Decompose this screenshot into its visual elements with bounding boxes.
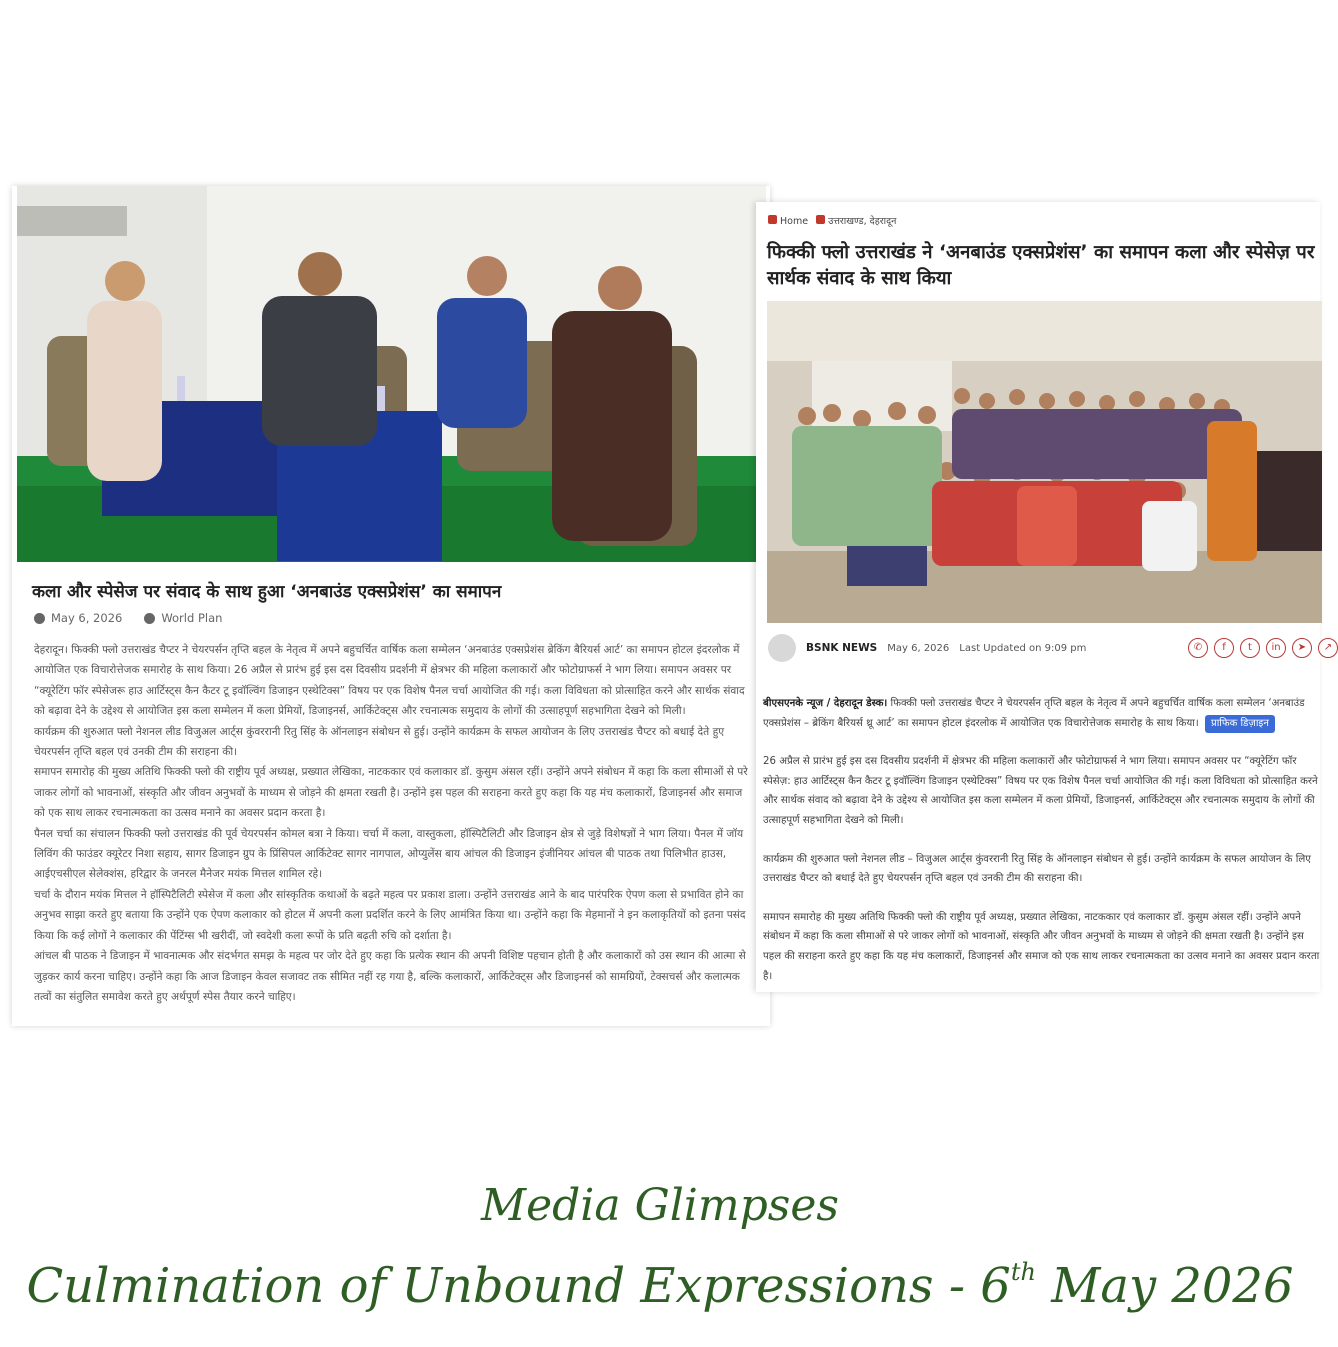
paragraph: आंचल बी पाठक ने डिजाइन में भावनात्मक और संदर्भगत समझ के महत्व पर जोर देते हुए कहा कि प्रत्येक स्थान की अपनी विशिष्ट पहचान होती है और कलाकारों को उस स्थान की आत्मा से जुड़कर कार्य करना चाहिए। उन्होंने कहा कि आज डिजाइन केवल सजावट तक सीमित नहीं रह गया है, बल्कि कलाकारों, आर्किटेक्ट्स और डिजाइनर्स को सामग्रियों, टेक्सचर्स और कलात्मक तत्वों का संतुलित समावेश करते हुए अर्थपूर्ण स्पेस तैयार करने चाहिए। (34, 950, 746, 1003)
right-article-date: May 6, 2026 (887, 642, 950, 654)
paragraph: कार्यक्रम की शुरुआत फ्लो नेशनल लीड – विजुअल आर्ट्स कुंवररानी रितु सिंह के ऑनलाइन संबोधन से हुई। उन्होंने कार्यक्रम के सफल आयोजन के लिए उत्तराखंड चैप्टर को बधाई देते हुए चेयरपर्सन तृप्ति बहल एवं उनकी टीम की सराहना की। (763, 853, 1311, 885)
right-article-headline: फिक्की फ्लो उत्तराखंड ने ‘अनबाउंड एक्सप्रेशंस’ का समापन कला और स्पेसेज़ पर सार्थक संवाद के साथ किया (767, 242, 1315, 289)
left-news-clipping (12, 186, 770, 1026)
breadcrumb (768, 214, 896, 227)
left-article-date: May 6, 2026 (51, 611, 123, 625)
paragraph: कार्यक्रम की शुरुआत फ्लो नेशनल लीड विजुअल आर्ट्स कुंवररानी रितु सिंह के ऑनलाइन संबोधन से हुई। उन्होंने कार्यक्रम के सफल आयोजन के लिए उत्तराखंड चैप्टर को बधाई देते हुए चेयरपर्सन तृप्ति बहल एवं उनकी टीम की सराहना की। (34, 725, 725, 759)
left-article-body (34, 640, 754, 1018)
facebook-icon[interactable]: f (1214, 638, 1234, 658)
breadcrumb-category[interactable]: उत्तराखण्ड, देहरादून (816, 214, 896, 227)
left-article-author[interactable]: World Plan (161, 611, 223, 625)
paragraph: 26 अप्रैल से प्रारंभ हुई इस दस दिवसीय प्रदर्शनी में क्षेत्रभर की महिला कलाकारों और फोटोग्राफर्स ने भाग लिया। समापन अवसर पर “क्यूरेटिंग फॉर स्पेसेज़: हाउ आर्टिस्ट्स कैन कैटर टू इवॉल्विंग डिजाइन एस्थेटिक्स” विषय पर एक विशेष पैनल चर्चा आयोजित की गई। कला विविधता को प्रोत्साहित करने और सार्थक संवाद को बढ़ावा देने के उद्देश्य से आयोजित इस कला सम्मेलन में कला प्रेमियों, डिजाइनर्स, आर्किटेक्ट्स और रचनात्मक समुदाय के लोगों की उत्साहपूर्ण सहभागिता देखने को मिली। (763, 756, 1318, 826)
user-icon (144, 613, 155, 624)
paragraph: चर्चा के दौरान मयंक मित्तल ने हॉस्पिटैलिटी स्पेसेज में कला और सांस्कृतिक कथाओं के बढ़ते महत्व पर प्रकाश डाला। उन्होंने उत्तराखंड आने के बाद पारंपरिक ऐपण कला से प्रभावित होने का अनुभव साझा करते हुए बताया कि उन्होंने एक ऐपण कलाकार को होटल में अपनी कला प्रदर्शित करने के लिए आमंत्रित किया था। उन्होंने कहा कि मेहमानों ने इन कलाकृतियों को इतना पसंद किया कि कई लोगों ने कलाकार की पेंटिंग्स भी खरीदीं, जो स्वदेशी कला रूपों के प्रति बढ़ती रुचि को दर्शाता है। (34, 888, 746, 942)
category-tag[interactable]: प्राफिक डिज़ाइन (1205, 715, 1275, 733)
lead-label: बीएसएनके न्यूज / देहरादून डेस्क। (763, 698, 888, 709)
right-article-body (763, 694, 1323, 990)
lead-paragraph (763, 694, 1323, 733)
lead-text: फिक्की फ्लो उत्तराखंड चैप्टर ने चेयरपर्सन तृप्ति बहल के नेतृत्व में अपने बहुचर्चित वार्षिक कला सम्मेलन ‘अनबाउंड एक्सप्रेशंस – ब्रेकिंग बैरियर्स थ्रू आर्ट’ का समापन होटल इंदरलोक में आयोजित एक विचारोत्तेजक समारोह के साथ किया। (763, 698, 1305, 729)
left-article-meta (34, 611, 222, 625)
whatsapp-icon[interactable]: ✆ (1188, 638, 1208, 658)
tag-icon (816, 215, 825, 224)
panel-discussion-photo (17, 186, 766, 562)
twitter-icon[interactable]: t (1240, 638, 1260, 658)
breadcrumb-home[interactable]: Home (768, 215, 808, 227)
caption-title: Media Glimpses (481, 1180, 839, 1231)
caption-subtitle: Culmination of Unbound Expressions - 6th May 2026 (26, 1258, 1294, 1314)
right-article-author[interactable]: BSNK NEWS (806, 642, 878, 654)
right-news-clipping (756, 202, 1333, 992)
last-updated: Last Updated on 9:09 pm (959, 642, 1087, 654)
linkedin-icon[interactable]: in (1266, 638, 1286, 658)
paragraph: समापन समारोह की मुख्य अतिथि फिक्की फ्लो की राष्ट्रीय पूर्व अध्यक्ष, प्रख्यात लेखिका, नाटककार एवं कलाकार डॉ. कुसुम अंसल रहीं। उन्होंने अपने संबोधन में कहा कि कला सीमाओं से परे जाकर लोगों को भावनाओं, संस्कृति और जीवन अनुभवों के माध्यम से जोड़ने की क्षमता रखती है। उन्होंने इस पहल की सराहना करते हुए कहा कि यह मंच कलाकारों, डिजाइनर्स और समाज को एक साथ लाकर रचनात्मकता का उत्सव मनाने का अवसर प्रदान करता है। (34, 766, 748, 820)
paragraph: देहरादून। फिक्की फ्लो उत्तराखंड चैप्टर ने चेयरपर्सन तृप्ति बहल के नेतृत्व में अपने बहुचर्चित वार्षिक कला सम्मेलन ‘अनबाउंड एक्सप्रेशंस ब्रेकिंग बैरियर्स आर्ट’ का समापन होटल इंदरलोक में आयोजित एक विचारोत्तेजक समारोह के साथ किया। 26 अप्रैल से प्रारंभ हुई इस दस दिवसीय प्रदर्शनी में क्षेत्रभर की महिला कलाकारों और फोटोग्राफर्स ने भाग लिया। समापन अवसर पर “क्यूरेटिंग फॉर स्पेसेजरू हाउ आर्टिस्ट्स कैन कैटर टू इवॉल्विंग डिजाइन एस्थेटिक्स” विषय पर एक विशेष पैनल चर्चा आयोजित की गई। कला विविधता को प्रोत्साहित करने और सार्थक संवाद को बढ़ावा देने के उद्देश्य से आयोजित इस कला सम्मेलन में कला प्रेमियों, डिजाइनर्स, आर्किटेक्ट्स और रचनात्मक समुदाय के लोगों की उत्साहपूर्ण सहभागिता देखने को मिली। (34, 644, 745, 718)
paragraph: पैनल चर्चा का संचालन फिक्की फ्लो उत्तराखंड की पूर्व चेयरपर्सन कोमल बत्रा ने किया। चर्चा में कला, वास्तुकला, हॉस्पिटैलिटी और डिजाइन क्षेत्र से जुड़े विशेषज्ञों ने भाग लिया। पैनल में जॉय लिविंग की फाउंडर क्यूरेटर निशा सहाय, सागर डिजाइन ग्रुप के प्रिंसिपल आर्किटेक्ट सागर नागपाल, ओप्युलेंस बाय आंचल की डिजाइन इंजीनियर आंचल बी पाठक तथा पिलिभीत हाउस, आईएचसीएल सेलेक्शंस, हरिद्वार के जनरल मैनेजर मयंक मित्तल शामिल रहे। (34, 827, 744, 881)
group-photo (767, 301, 1322, 623)
share-icon[interactable]: ↗ (1318, 638, 1338, 658)
avatar (768, 634, 796, 662)
left-article-headline: कला और स्पेसेज पर संवाद के साथ हुआ ‘अनबाउंड एक्सप्रेशंस’ का समापन (32, 582, 502, 602)
paragraph: समापन समारोह की मुख्य अतिथि फिक्की फ्लो की राष्ट्रीय पूर्व अध्यक्ष, प्रख्यात लेखिका, नाटककार एवं कलाकार डॉ. कुसुम अंसल रहीं। उन्होंने अपने संबोधन में कहा कि कला सीमाओं से परे जाकर लोगों को भावनाओं, संस्कृति और जीवन अनुभवों के माध्यम से जोड़ने की क्षमता रखती है। उन्होंने इस पहल की सराहना करते हुए कहा कि यह मंच कलाकारों, डिजाइनर्स और समाज को एक साथ लाकर रचनात्मकता का उत्सव मनाने का अवसर प्रदान करता है। (763, 911, 1320, 982)
home-icon (768, 215, 777, 224)
clock-icon (34, 613, 45, 624)
article-byline (768, 630, 1333, 666)
telegram-icon[interactable]: ➤ (1292, 638, 1312, 658)
share-buttons (1188, 638, 1338, 658)
